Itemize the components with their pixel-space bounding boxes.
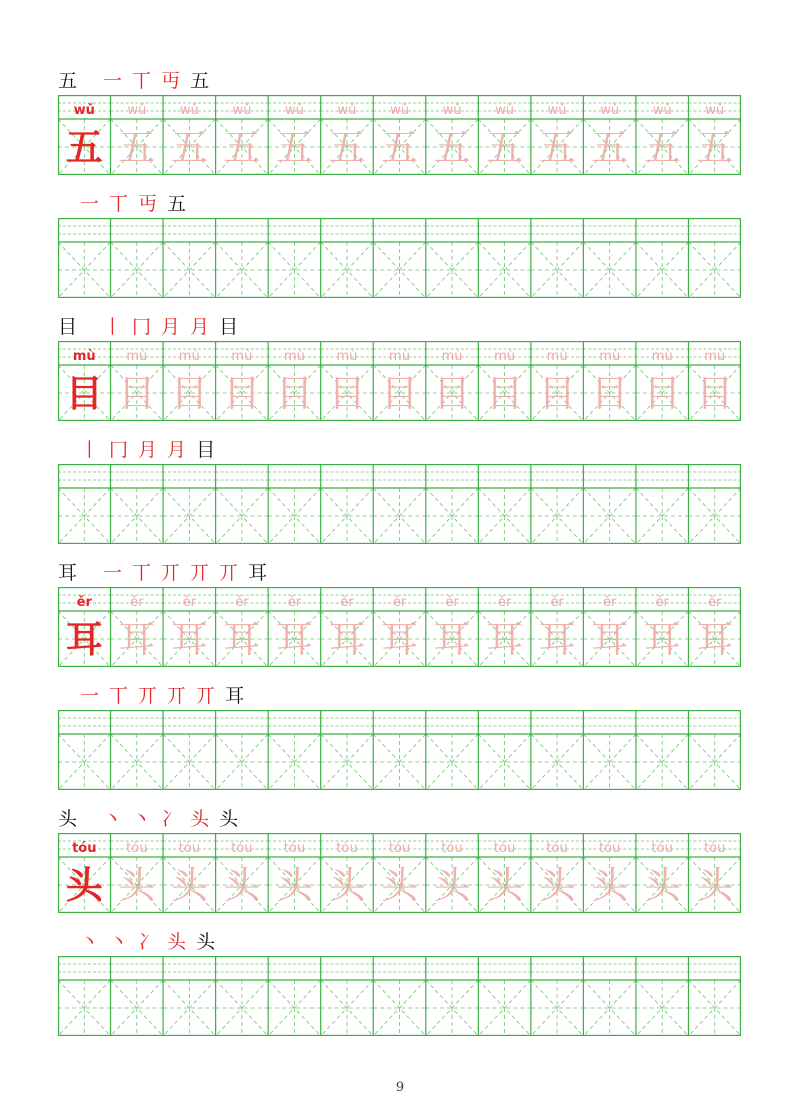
stroke-step: 一 (80, 193, 100, 215)
practice-cell[interactable] (163, 841, 216, 913)
stroke-order-character: 目 (58, 316, 78, 338)
trace-character[interactable]: 五 (328, 126, 366, 169)
practice-cell[interactable] (111, 964, 164, 1036)
practice-cell[interactable] (478, 718, 531, 790)
trace-character[interactable]: 目 (591, 372, 629, 415)
stroke-order-row (80, 927, 215, 953)
trace-pinyin: ěr (130, 595, 144, 610)
practice-cell[interactable] (426, 841, 479, 913)
trace-character[interactable]: 耳 (696, 618, 734, 661)
trace-pinyin: ěr (550, 595, 564, 610)
practice-cell[interactable] (426, 472, 479, 544)
practice-cell[interactable] (163, 349, 216, 421)
blank-practice-grid-row[interactable] (58, 710, 741, 790)
practice-cell[interactable] (426, 964, 479, 1036)
stroke-step: 丨 (103, 316, 123, 338)
trace-character[interactable]: 耳 (381, 618, 418, 661)
model-pinyin: tóu (72, 841, 97, 856)
trace-pinyin: mù (231, 349, 253, 364)
practice-cell[interactable] (478, 226, 531, 298)
trace-pinyin: wǔ (390, 103, 409, 118)
stroke-order-row (58, 312, 238, 338)
trace-character[interactable]: 头 (170, 864, 208, 907)
model-character: 耳 (65, 618, 103, 661)
model-pinyin: ěr (76, 595, 92, 610)
blank-practice-grid-row[interactable] (58, 218, 741, 298)
trace-character[interactable]: 耳 (433, 618, 471, 661)
trace-pinyin: wǔ (442, 103, 462, 118)
stroke-step: 头 (167, 931, 187, 953)
practice-cell[interactable] (688, 964, 741, 1036)
practice-cell[interactable] (688, 718, 741, 790)
practice-cell[interactable] (583, 841, 636, 913)
trace-pinyin: wǔ (284, 103, 304, 118)
stroke-step: 丅 (109, 685, 129, 707)
practice-cell[interactable] (216, 964, 269, 1036)
trace-character[interactable]: 目 (538, 372, 576, 415)
stroke-step: 目 (196, 439, 216, 461)
stroke-order-row (80, 435, 215, 461)
trace-pinyin: wǔ (600, 103, 620, 118)
practice-cell[interactable] (58, 103, 111, 175)
stroke-step: 丏 (161, 70, 181, 92)
trace-character[interactable]: 目 (328, 372, 366, 415)
trace-pinyin: tóu (599, 841, 621, 856)
trace-pinyin: mù (546, 349, 568, 364)
practice-cell[interactable] (268, 349, 321, 421)
practice-cell[interactable] (583, 226, 636, 298)
trace-character[interactable]: 五 (433, 126, 471, 169)
stroke-step: 月 (190, 316, 210, 338)
practice-cell[interactable] (321, 103, 374, 175)
trace-pinyin: mù (126, 349, 148, 364)
practice-cell[interactable] (426, 103, 479, 175)
trace-pinyin: ěr (182, 595, 197, 610)
practice-cell[interactable] (636, 226, 689, 298)
trace-character[interactable]: 耳 (275, 618, 313, 661)
practice-cell[interactable] (216, 349, 269, 421)
model-pinyin: wǔ (73, 103, 95, 118)
trace-character[interactable]: 目 (486, 372, 524, 415)
practice-cell[interactable] (688, 226, 741, 298)
trace-pinyin: ěr (392, 595, 407, 610)
stroke-order-row (58, 558, 267, 584)
trace-character[interactable]: 五 (118, 126, 156, 169)
trace-pinyin: mù (389, 349, 410, 364)
stroke-step: 丅 (109, 193, 129, 215)
practice-cell[interactable] (321, 472, 374, 544)
trace-pinyin: mù (599, 349, 621, 364)
practice-cell[interactable] (583, 718, 636, 790)
trace-character[interactable]: 五 (591, 126, 629, 169)
trace-pinyin: tóu (283, 841, 306, 856)
stroke-order-row (58, 804, 238, 830)
trace-character[interactable]: 耳 (591, 618, 629, 661)
trace-pinyin: ěr (340, 595, 354, 610)
practice-cell[interactable] (321, 349, 374, 421)
tracing-grid-row[interactable] (58, 587, 741, 667)
practice-cell[interactable] (216, 103, 269, 175)
stroke-step: 耳 (225, 685, 245, 707)
practice-cell[interactable] (111, 841, 164, 913)
practice-cell[interactable] (478, 472, 531, 544)
practice-cell[interactable] (373, 349, 426, 421)
trace-character[interactable]: 五 (538, 126, 576, 169)
trace-pinyin: mù (441, 349, 463, 364)
stroke-step: 冂 (109, 439, 129, 461)
trace-pinyin: wǔ (127, 103, 147, 118)
stroke-step: 月 (167, 439, 187, 461)
practice-cell[interactable] (636, 718, 689, 790)
trace-pinyin: wǔ (547, 103, 567, 118)
practice-cell[interactable] (373, 103, 426, 175)
stroke-step: 丌 (161, 562, 181, 584)
trace-pinyin: ěr (235, 595, 249, 610)
practice-cell[interactable] (268, 472, 321, 544)
stroke-step: 丶 (109, 931, 129, 953)
stroke-step: 头 (196, 931, 216, 953)
practice-cell[interactable] (636, 595, 689, 667)
trace-pinyin: mù (651, 349, 673, 364)
trace-pinyin: ěr (287, 595, 302, 610)
practice-cell[interactable] (111, 595, 164, 667)
practice-cell[interactable] (163, 472, 216, 544)
practice-cell[interactable] (583, 349, 636, 421)
practice-cell[interactable] (58, 595, 111, 667)
practice-cell[interactable] (478, 595, 531, 667)
trace-character[interactable]: 头 (118, 864, 156, 907)
practice-cell[interactable] (478, 349, 531, 421)
model-pinyin: mù (72, 349, 96, 364)
practice-cell[interactable] (373, 595, 426, 667)
stroke-step: 目 (219, 316, 239, 338)
trace-character[interactable]: 头 (433, 864, 471, 907)
practice-cell[interactable] (58, 472, 111, 544)
trace-pinyin: wǔ (652, 103, 672, 118)
practice-cell[interactable] (216, 226, 269, 298)
trace-pinyin: tóu (231, 841, 253, 856)
practice-cell[interactable] (478, 103, 531, 175)
trace-pinyin: ěr (655, 595, 669, 610)
stroke-step: 丶 (103, 808, 123, 830)
practice-cell[interactable] (321, 718, 374, 790)
trace-character[interactable]: 头 (591, 864, 629, 907)
practice-cell[interactable] (426, 226, 479, 298)
stroke-step: 丌 (219, 562, 239, 584)
practice-cell[interactable] (111, 226, 164, 298)
trace-character[interactable]: 五 (170, 126, 208, 169)
practice-cell[interactable] (478, 841, 531, 913)
stroke-step: 月 (138, 439, 158, 461)
practice-cell[interactable] (531, 349, 584, 421)
trace-character[interactable]: 目 (433, 372, 471, 415)
stroke-step: 耳 (248, 562, 268, 584)
practice-cell[interactable] (636, 472, 689, 544)
trace-pinyin: mù (704, 349, 726, 364)
trace-pinyin: tóu (178, 841, 200, 856)
practice-cell[interactable] (531, 226, 584, 298)
practice-cell[interactable] (163, 964, 216, 1036)
trace-pinyin: mù (283, 349, 305, 364)
blank-practice-grid-row[interactable] (58, 464, 741, 544)
practice-cell[interactable] (58, 349, 111, 421)
trace-character[interactable]: 目 (118, 372, 156, 415)
practice-cell[interactable] (373, 472, 426, 544)
practice-cell[interactable] (58, 841, 111, 913)
trace-pinyin: mù (178, 349, 200, 364)
practice-cell[interactable] (373, 841, 426, 913)
practice-cell[interactable] (268, 718, 321, 790)
trace-character[interactable]: 耳 (486, 618, 524, 661)
stroke-step: 冫 (161, 808, 181, 830)
trace-character[interactable]: 目 (381, 372, 418, 415)
practice-cell[interactable] (58, 718, 111, 790)
stroke-step: 丏 (138, 193, 158, 215)
page-number: 9 (395, 1080, 405, 1095)
practice-cell[interactable] (583, 103, 636, 175)
practice-cell[interactable] (163, 103, 216, 175)
trace-character[interactable]: 五 (486, 126, 524, 169)
model-character: 目 (65, 372, 103, 415)
stroke-step: 丨 (80, 439, 100, 461)
trace-character[interactable]: 目 (643, 372, 681, 415)
stroke-step: 丌 (167, 685, 187, 707)
trace-character[interactable]: 目 (223, 372, 261, 415)
practice-cell[interactable] (636, 349, 689, 421)
stroke-step: 丅 (132, 562, 152, 584)
practice-cell[interactable] (268, 226, 321, 298)
model-character: 五 (65, 126, 103, 169)
trace-character[interactable]: 头 (486, 864, 524, 907)
trace-character[interactable]: 耳 (328, 618, 366, 661)
trace-pinyin: tóu (546, 841, 568, 856)
stroke-step: 丌 (196, 685, 216, 707)
trace-character[interactable]: 头 (643, 864, 681, 907)
practice-cell[interactable] (58, 964, 111, 1036)
trace-pinyin: wǔ (179, 103, 199, 118)
trace-pinyin: tóu (126, 841, 148, 856)
practice-cell[interactable] (636, 103, 689, 175)
trace-character[interactable]: 耳 (223, 618, 261, 661)
practice-cell[interactable] (321, 595, 374, 667)
trace-character[interactable]: 头 (328, 864, 366, 907)
trace-pinyin: wǔ (337, 103, 357, 118)
stroke-order-character: 耳 (58, 562, 78, 584)
trace-character[interactable]: 目 (170, 372, 208, 415)
practice-cell[interactable] (268, 103, 321, 175)
tracing-grid-row[interactable] (58, 341, 741, 421)
practice-cell[interactable] (373, 964, 426, 1036)
practice-cell[interactable] (111, 472, 164, 544)
trace-pinyin: ěr (708, 595, 722, 610)
trace-character[interactable]: 五 (275, 126, 313, 169)
stroke-step: 五 (190, 70, 210, 92)
practice-cell[interactable] (426, 595, 479, 667)
stroke-step: 头 (219, 808, 239, 830)
practice-cell[interactable] (688, 349, 741, 421)
practice-cell[interactable] (216, 472, 269, 544)
trace-character[interactable]: 耳 (538, 618, 576, 661)
trace-character[interactable]: 五 (381, 126, 418, 169)
practice-cell[interactable] (163, 718, 216, 790)
practice-cell[interactable] (478, 964, 531, 1036)
stroke-order-character: 头 (58, 808, 78, 830)
practice-cell[interactable] (111, 349, 164, 421)
trace-pinyin: wǔ (495, 103, 515, 118)
stroke-step: 丌 (190, 562, 210, 584)
practice-cell[interactable] (268, 964, 321, 1036)
stroke-step: 一 (103, 70, 123, 92)
practice-cell[interactable] (216, 841, 269, 913)
practice-cell[interactable] (583, 472, 636, 544)
trace-character[interactable]: 耳 (118, 618, 156, 661)
practice-cell[interactable] (636, 964, 689, 1036)
practice-cell[interactable] (636, 841, 689, 913)
practice-cell[interactable] (426, 718, 479, 790)
trace-character[interactable]: 五 (223, 126, 261, 169)
model-character: 头 (65, 864, 103, 907)
stroke-step: 一 (80, 685, 100, 707)
practice-cell[interactable] (531, 964, 584, 1036)
trace-pinyin: mù (494, 349, 516, 364)
practice-cell[interactable] (688, 472, 741, 544)
trace-pinyin: tóu (441, 841, 463, 856)
practice-cell[interactable] (531, 595, 584, 667)
stroke-order-row (80, 681, 244, 707)
stroke-step: 丶 (132, 808, 152, 830)
trace-pinyin: tóu (336, 841, 358, 856)
practice-cell[interactable] (531, 103, 584, 175)
trace-character[interactable]: 头 (381, 864, 418, 907)
trace-pinyin: tóu (388, 841, 411, 856)
practice-cell[interactable] (583, 964, 636, 1036)
trace-pinyin: tóu (651, 841, 673, 856)
practice-cell[interactable] (426, 349, 479, 421)
practice-cell[interactable] (688, 103, 741, 175)
tracing-grid-row[interactable] (58, 95, 741, 175)
stroke-order-character: 五 (58, 70, 78, 92)
trace-character[interactable]: 五 (696, 126, 734, 169)
practice-cell[interactable] (688, 841, 741, 913)
practice-cell[interactable] (583, 595, 636, 667)
practice-cell[interactable] (531, 841, 584, 913)
trace-pinyin: mù (336, 349, 358, 364)
practice-cell[interactable] (373, 226, 426, 298)
practice-cell[interactable] (373, 718, 426, 790)
stroke-step: 冫 (138, 931, 158, 953)
practice-cell[interactable] (321, 964, 374, 1036)
trace-character[interactable]: 头 (275, 864, 313, 907)
trace-pinyin: wǔ (705, 103, 725, 118)
trace-character[interactable]: 耳 (170, 618, 208, 661)
trace-character[interactable]: 目 (275, 372, 313, 415)
stroke-step: 月 (161, 316, 181, 338)
practice-cell[interactable] (216, 718, 269, 790)
trace-character[interactable]: 五 (643, 126, 681, 169)
practice-cell[interactable] (268, 595, 321, 667)
trace-pinyin: ěr (602, 595, 617, 610)
blank-practice-grid-row[interactable] (58, 956, 741, 1036)
trace-pinyin: tóu (704, 841, 726, 856)
stroke-step: 一 (103, 562, 123, 584)
practice-cell[interactable] (111, 718, 164, 790)
practice-cell[interactable] (688, 595, 741, 667)
practice-cell[interactable] (58, 226, 111, 298)
stroke-step: 头 (190, 808, 210, 830)
stroke-step: 丶 (80, 931, 100, 953)
stroke-step: 丅 (132, 70, 152, 92)
trace-pinyin: tóu (493, 841, 516, 856)
trace-pinyin: ěr (497, 595, 512, 610)
trace-pinyin: ěr (445, 595, 459, 610)
practice-cell[interactable] (531, 472, 584, 544)
trace-pinyin: wǔ (232, 103, 252, 118)
practice-cell[interactable] (163, 226, 216, 298)
trace-character[interactable]: 目 (696, 372, 734, 415)
stroke-order-row (80, 189, 186, 215)
practice-cell[interactable] (321, 226, 374, 298)
stroke-order-row (58, 66, 209, 92)
practice-cell[interactable] (268, 841, 321, 913)
stroke-step: 冂 (132, 316, 152, 338)
practice-cell[interactable] (163, 595, 216, 667)
stroke-step: 丌 (138, 685, 158, 707)
practice-cell[interactable] (321, 841, 374, 913)
stroke-step: 五 (167, 193, 187, 215)
tracing-grid-row[interactable] (58, 833, 741, 913)
trace-character[interactable]: 耳 (643, 618, 681, 661)
practice-cell[interactable] (216, 595, 269, 667)
practice-cell[interactable] (111, 103, 164, 175)
trace-character[interactable]: 头 (696, 864, 734, 907)
trace-character[interactable]: 头 (223, 864, 261, 907)
trace-character[interactable]: 头 (538, 864, 576, 907)
practice-cell[interactable] (531, 718, 584, 790)
